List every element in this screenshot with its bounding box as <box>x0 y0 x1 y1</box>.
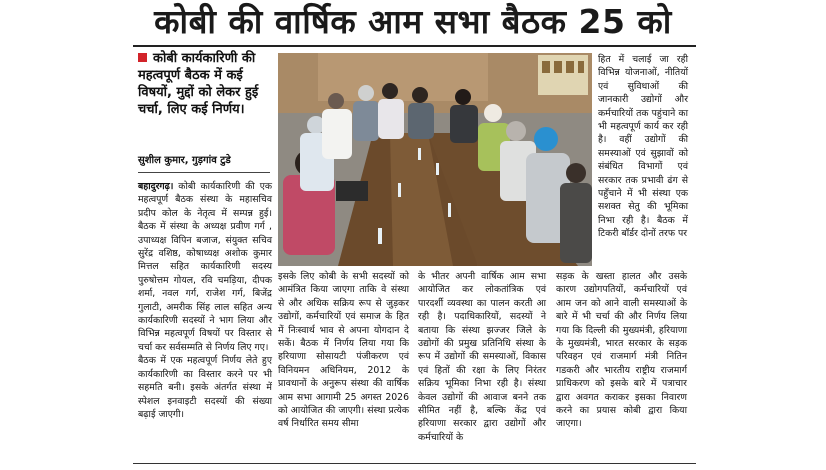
deck-bullet <box>138 53 147 62</box>
headline: कोबी की वार्षिक आम सभा बैठक 25 को <box>154 2 672 41</box>
deck-text: कोबी कार्यकारिणी की महत्वपूर्ण बैठक में कई विषयों, मुद्दों को लेकर हुई चर्चा, लिए कई निर्णय। <box>138 51 259 117</box>
meeting-photo <box>278 53 592 266</box>
dateline: बहादुरगढ़। <box>138 181 174 192</box>
page-margin <box>696 0 826 470</box>
byline-rule <box>138 172 270 173</box>
deck <box>138 50 273 118</box>
byline: सुशील कुमार, गुड़गांव टुडे <box>138 155 231 166</box>
article-column-3: के भीतर अपनी वार्षिक आम सभा आयोजित कर लोकतांत्रिक एवं पारदर्शी व्यवस्था का पालन करती आ रही है। पदाधिकारियों, सदस्यों ने बताया कि संस्था झज्जर जिले के उद्योगों की प्रमुख प्रतिनिधि संस्था के रूप में उद्योगों की समस्याओं, विकास एवं हितों की रक्षा के लिए निरंतर सक्रिय भूमिका निभा रही है। संस्था केवल उद्योगों की आवाज बनने तक सीमित नहीं है, बल्कि केंद्र एवं हरियाणा सरकार द्वारा उद्योगों और कर्मचारियों के <box>418 271 546 443</box>
meeting-photo-illustration <box>278 53 592 266</box>
bottom-rule <box>133 463 696 464</box>
article-column-2: इसके लिए कोबी के सभी सदस्यों को आमंत्रित किया जाएगा ताकि वे संस्था से और अधिक सक्रिय रूप से जुड़कर उद्योगों, कर्मचारियों एवं समाज के हित में निःस्वार्थ भाव से अपना योगदान दे सकें। बैठक में निर्णय लिया गया कि हरियाणा सोसायटी पंजीकरण एवं विनियमन अधिनियम, 2012 के प्रावधानों के अनुरूप संस्था की वार्षिक आम सभा आगामी 25 अगस्त 2026 को आयोजित की जाएगी। संस्था प्रत्येक वर्ष निर्धारित समय सीमा <box>278 271 409 430</box>
article-column-4: सड़क के खस्ता हालत और उसके कारण उद्योगपतियों, कर्मचारियों एवं आम जन को आने वाली समस्याओं के बारे में भी चर्चा की और निर्णय लिया गया कि दिल्ली की मुख्यमंत्री, हरियाणा के मुख्यमंत्री, भारत सरकार के सड़क परिवहन एवं राजमार्ग मंत्री नितिन गडकरी और भारतीय राष्ट्रीय राजमार्ग प्राधिकरण को इसके बारे में पत्राचार द्वारा अवगत कराकर इसका निवारण करने का प्रयास कोबी द्वारा किया जाएगा। <box>556 271 687 430</box>
column-1-text: कोबी कार्यकारिणी की एक महत्वपूर्ण बैठक संस्था के महासचिव प्रदीप कोल के नेतृत्व में सम्पन्न हुई। बैठक में संस्था के अध्यक्ष प्रवीण गर्ग , उपाध्यक्ष विपिन बजाज, संयुक्त सचिव सुरेंद्र वशिष्ठ, कोषाध्यक्ष अशोक कुमार मित्तल सहित कार्यकारिणी सदस्य पुरुषोत्तम गोयल, रवि चमड़िया, दीपक शर्मा, नवल गर्ग, राजेश गर्ग, बिजेंद्र गुलाटी, अमरीक सिंह लाल सहित अन्य कार्यकारिणी सदस्यों ने भाग लिया और विभिन्न महत्वपूर्ण विषयों पर विस्तार से चर्चा कर सर्वसम्मति से निर्णय लिए गए। बैठक में एक महत्वपूर्ण निर्णय लेते हुए कार्यकारिणी का विस्तार करने पर भी सहमति बनी। इसके अंतर्गत संस्था में स्पेशल इनवाइटी सदस्यों की संख्या बढ़ाई जाएगी। <box>138 181 272 420</box>
article-column-1 <box>138 180 272 421</box>
headline-rule <box>133 45 696 47</box>
article-column-5: हित में चलाई जा रही विभिन्न योजनाओं, नीतियों एवं सुविधाओं की जानकारी उद्योगों और कर्मचारियों तक पहुंचाने का भी महत्वपूर्ण कार्य कर रही है। वहीं उद्योगों की समस्याओं एवं सुझावों को संबंधित विभागों एवं सरकार तक प्रभावी ढंग से पहुँचाने में भी संस्था एक सशक्त सेतु की भूमिका निभा रही है। बैठक में टिकरी बॉर्डर दोनों तरफ पर <box>598 54 688 240</box>
